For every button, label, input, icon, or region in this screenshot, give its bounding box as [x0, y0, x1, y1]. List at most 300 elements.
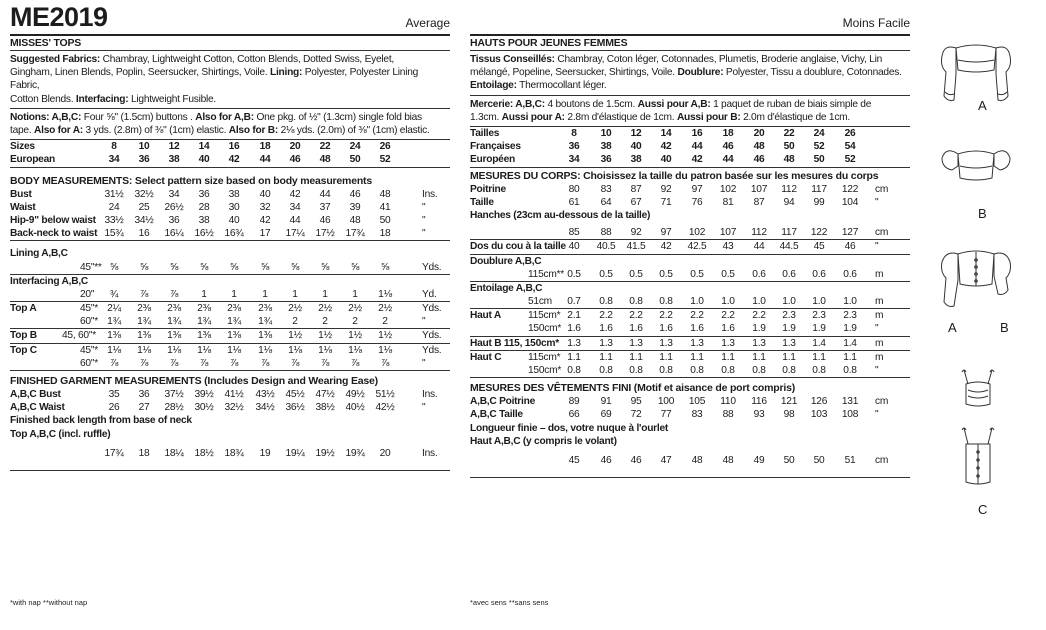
unit-label: m: [875, 296, 884, 308]
cell-value: 77: [660, 409, 672, 421]
cell-value: 20: [289, 141, 301, 153]
cell-value: 17¾: [104, 447, 124, 459]
cell-value: 16: [228, 141, 240, 153]
cell-value: 48: [349, 214, 361, 226]
cell-value: 51½: [375, 389, 395, 401]
cell-value: 1.1: [599, 351, 613, 363]
cell-value: 2½: [288, 303, 302, 315]
label-c: C: [978, 502, 988, 517]
body-row: [10, 201, 450, 214]
section-title-fr: HAUTS POUR JEUNES FEMMES: [470, 37, 628, 49]
unit-label: ": [875, 196, 879, 208]
cell-value: 1⅛: [378, 288, 392, 300]
yardage-row-fr: 0.8 0.8 0.8 0.8 0.8 0.8 0.8 0.8 0.8 0.8 " 150cm*: [528, 365, 879, 377]
yardage-row: ⅝ ⅝ ⅝ ⅝ ⅝ ⅝ ⅝ ⅝ ⅝ ⅝ Yds. 45"**: [80, 261, 442, 273]
unit-label: Ins.: [422, 389, 438, 401]
cell-value: 1½: [348, 330, 362, 342]
cell-value: 1⅛: [258, 344, 272, 356]
hanches-label: Hanches (23cm au-dessous de la taille): [470, 209, 651, 221]
yardage-row-fr: [470, 337, 910, 350]
unit-label: ": [875, 323, 879, 335]
cell-value: 37½: [164, 389, 184, 401]
cell-value: 2.3: [843, 310, 857, 322]
cell-value: 42: [289, 188, 301, 200]
yardage-row: ⅞ ⅞ ⅞ ⅞ ⅞ ⅞ ⅞ ⅞ ⅞ ⅞ " 60"*: [80, 357, 426, 369]
cell-value: 43: [722, 241, 734, 253]
row-label: A,B,C Poitrine: [470, 396, 535, 408]
hanches-values: [470, 226, 910, 239]
cell-value: 40: [228, 214, 240, 226]
cell-value: 1.1: [843, 351, 857, 363]
unit-label: ": [875, 365, 879, 377]
row-label: A,B,C Bust: [10, 389, 61, 401]
cell-value: 36: [600, 154, 612, 166]
footnote-fr: *avec sens **sans sens: [470, 598, 549, 607]
cell-value: 1⅛: [288, 344, 302, 356]
cell-value: 34: [108, 154, 120, 166]
top-ab-back-view-icon: [936, 240, 1016, 320]
cell-value: 95: [630, 396, 642, 408]
body-row: [10, 214, 450, 227]
cell-value: 1.6: [567, 323, 581, 335]
cell-value: 40: [259, 188, 271, 200]
cell-value: 2.3: [782, 310, 796, 322]
back-length-title-fr: Longueur finie – dos, votre nuque à l'ourlet: [470, 422, 669, 434]
cell-value: 50: [349, 154, 361, 166]
cell-value: ⅞: [229, 357, 239, 369]
yardage-group-label-fr: [470, 255, 910, 268]
back-length-label: Top A,B,C (incl. ruffle): [10, 428, 111, 440]
cell-value: 28½: [164, 402, 184, 414]
cell-value: 44: [753, 241, 765, 253]
cell-value: 19: [259, 447, 271, 459]
cell-value: 1.6: [721, 323, 735, 335]
yardage-table: [10, 247, 450, 371]
fabrics-block-fr: Tissus Conseillés: Chambray, Coton léger, Cotonnades, Plumetis, Broderie anglaise, Vichy, Lin mélangé, Popeline, Seersucker, Shirtings, Voile. Doublure: Polyester, Tissu a doublure, Cotonnades. Entoilage: Thermocollant léger.: [470, 54, 902, 92]
cell-value: 1¾: [167, 316, 181, 328]
cell-value: 32½: [134, 188, 154, 200]
cell-value: 83: [691, 409, 703, 421]
cell-value: 50: [813, 154, 825, 166]
cell-value: 1⅛: [318, 344, 332, 356]
cell-value: 98: [783, 409, 795, 421]
unit-label: Yd.: [422, 288, 437, 300]
cell-value: 40: [660, 154, 672, 166]
cell-value: 2: [292, 316, 298, 328]
fabrics-block: Suggested Fabrics: Chambray, Lightweight Cotton, Cotton Blends, Dotted Swiss, Eyelet, Gingham, Linen Blends, Poplin, Seersucker, Shirtings, Voile. Lining: Polyester, Polyester Lining Fabric, Cotton Blends. Interfacing: Lightweight Fusible.: [10, 54, 419, 105]
cell-value: 38: [600, 141, 612, 153]
cell-value: 2⅜: [227, 303, 241, 315]
cell-value: 32: [259, 201, 271, 213]
row-label: Waist: [10, 201, 36, 213]
cell-value: 1.9: [782, 323, 796, 335]
cell-value: 26: [108, 402, 120, 414]
cell-value: 15¾: [104, 228, 124, 240]
yardage-row: Top C 1⅛ 1⅛ 1⅛ 1⅛ 1⅛ 1⅛ 1⅛ 1⅛ 1⅛ 1⅛ Yds. 45"*: [10, 344, 442, 356]
notions-block: Notions: A,B,C: Four ⅝" (1.5cm) buttons . Also for A,B: One pkg. of ½" (1.3cm) single fold bias tape. Also for A: 3 yds. (2.8m) of ⅜" (1cm) elastic. Also for B: 2⅛ yds. (2.0m) of ⅜" (1cm) elastic.: [10, 111, 430, 137]
cell-value: 16½: [194, 228, 214, 240]
sizes-table-fr: [470, 127, 910, 167]
unit-label: m: [875, 310, 884, 322]
yardage-row-fr: 0.7 0.8 0.8 0.8 1.0 1.0 1.0 1.0 1.0 1.0 m 51cm: [528, 296, 884, 308]
cell-value: 38: [198, 214, 210, 226]
cell-value: 39½: [194, 389, 214, 401]
cell-value: 24: [349, 141, 361, 153]
cell-value: 18: [722, 128, 734, 140]
row-label: A,B,C Taille: [470, 409, 523, 421]
cell-value: 1: [322, 288, 328, 300]
cell-value: ⅞: [169, 357, 179, 369]
cell-value: 1⅛: [378, 344, 392, 356]
sizes-table: [10, 140, 450, 166]
cell-value: ⅝: [320, 261, 330, 273]
unit-label: Ins.: [422, 447, 438, 459]
cell-value: 44: [722, 154, 734, 166]
row-label: Hip-9" below waist: [10, 214, 96, 226]
cell-value: 10: [600, 128, 612, 140]
cell-value: ⅞: [139, 357, 149, 369]
unit-label: cm: [875, 454, 889, 466]
cell-value: 1¾: [137, 316, 151, 328]
cell-value: 93: [753, 409, 765, 421]
cell-value: 36: [138, 389, 150, 401]
cell-value: 71: [660, 196, 672, 208]
cell-value: 1.1: [721, 351, 735, 363]
cell-value: 1.1: [812, 351, 826, 363]
cell-value: 28: [198, 201, 210, 213]
cell-value: 40: [568, 241, 580, 253]
cell-value: 64: [600, 196, 612, 208]
cell-value: 39: [349, 201, 361, 213]
row-label: Dos du cou à la taille: [470, 241, 566, 253]
unit-label: Yds.: [422, 303, 442, 315]
unit-label: m: [875, 351, 884, 363]
cell-value: ⅞: [169, 288, 179, 300]
cell-value: 46: [600, 454, 612, 466]
cell-value: 1.9: [843, 323, 857, 335]
cell-value: 17: [259, 228, 271, 240]
cell-value: 1.3: [782, 337, 796, 349]
yardage-row-fr: 0.5 0.5 0.5 0.5 0.5 0.5 0.6 0.6 0.6 0.6 m 115cm**: [528, 268, 884, 280]
top-b-puff-sleeve-icon: [936, 138, 1016, 198]
cell-value: 1.0: [812, 296, 826, 308]
cell-value: 105: [688, 396, 706, 408]
cell-value: ⅞: [350, 357, 360, 369]
cell-value: 48: [691, 454, 703, 466]
cell-value: 54: [844, 141, 856, 153]
cell-value: 91: [600, 396, 612, 408]
cell-value: 80: [568, 183, 580, 195]
cell-value: 8: [111, 141, 117, 153]
yardage-row: ¾ ⅞ ⅞ 1 1 1 1 1 1 1⅛ Yd. 20": [80, 288, 437, 300]
cell-value: ⅝: [139, 261, 149, 273]
cell-value: 1⅛: [107, 344, 121, 356]
cell-value: 2½: [348, 303, 362, 315]
cell-value: 16: [138, 228, 150, 240]
cell-value: 30: [228, 201, 240, 213]
cell-value: 0.6: [782, 268, 796, 280]
cell-value: 88: [722, 409, 734, 421]
yardage-row: Top A 2¼ 2⅜ 2⅜ 2⅜ 2⅜ 2⅜ 2½ 2½ 2½ 2½ Yds. 45"*: [10, 303, 442, 315]
cell-value: 1⅛: [137, 344, 151, 356]
sizes-row-fr: [470, 127, 910, 140]
unit-label: cm: [875, 227, 889, 239]
cell-value: 46: [844, 241, 856, 253]
cell-value: 22: [783, 128, 795, 140]
cell-value: 19¼: [285, 447, 305, 459]
cell-value: 1⅛: [227, 344, 241, 356]
yardage-group-label: [10, 275, 450, 288]
unit-label: ": [875, 241, 879, 253]
finished-measurements-table-fr: [470, 395, 910, 421]
finished-row-fr: [470, 408, 910, 421]
cell-value: 34: [289, 201, 301, 213]
cell-value: 17½: [315, 228, 335, 240]
cell-value: 0.5: [659, 268, 673, 280]
hanches-row: [470, 226, 910, 240]
row-label: Top C: [10, 344, 37, 356]
row-label: Haut C: [470, 351, 502, 363]
cell-value: 46: [349, 188, 361, 200]
cell-value: 1⅛: [197, 344, 211, 356]
cell-value: 44: [259, 154, 271, 166]
cell-value: 122: [810, 227, 828, 239]
cell-value: 67: [630, 196, 642, 208]
cell-value: 44.5: [779, 241, 799, 253]
cell-value: 0.8: [721, 365, 735, 377]
cell-value: 100: [657, 396, 675, 408]
cell-value: 34: [568, 154, 580, 166]
cell-value: 1.1: [782, 351, 796, 363]
cell-value: 1.3: [721, 337, 735, 349]
cell-value: 2½: [378, 303, 392, 315]
cell-value: 1.6: [599, 323, 613, 335]
cell-value: 85: [568, 227, 580, 239]
cell-value: 0.8: [599, 365, 613, 377]
cell-value: 88: [600, 227, 612, 239]
back-length-row-fr: [470, 454, 910, 467]
cell-value: 35: [108, 389, 120, 401]
cell-value: 121: [780, 396, 798, 408]
label-a: A: [978, 98, 987, 113]
cell-value: ⅞: [290, 357, 300, 369]
label-b: B: [978, 206, 987, 221]
cell-value: 17¾: [345, 228, 365, 240]
body-measurements-table: [10, 188, 450, 241]
cell-value: 99: [813, 196, 825, 208]
cell-value: 1.3: [567, 337, 581, 349]
cell-value: 104: [841, 196, 859, 208]
cell-value: 2⅜: [258, 303, 272, 315]
cell-value: 2: [322, 316, 328, 328]
cell-value: 50: [379, 214, 391, 226]
cell-value: 2.3: [812, 310, 826, 322]
cell-value: ⅞: [199, 357, 209, 369]
cell-value: 97: [691, 183, 703, 195]
top-c-back-icon: [950, 424, 1006, 494]
cell-value: ⅝: [229, 261, 239, 273]
cell-value: 25: [138, 201, 150, 213]
cell-value: 0.8: [567, 365, 581, 377]
cell-value: 40.5: [596, 241, 616, 253]
cell-value: ⅝: [109, 261, 119, 273]
finished-measurements-title-fr: MESURES DES VÊTEMENTS FINI (Motif et aisance de port compris): [470, 382, 796, 395]
cell-value: 1.0: [782, 296, 796, 308]
cell-value: 1.6: [690, 323, 704, 335]
row-label: Interfacing A,B,C: [10, 275, 89, 287]
unit-label: ": [875, 409, 879, 421]
cell-value: 1¾: [197, 316, 211, 328]
row-label: European: [10, 154, 55, 166]
cell-value: 1.1: [659, 351, 673, 363]
cell-value: 36: [568, 141, 580, 153]
cell-value: 36½: [285, 402, 305, 414]
cell-value: 45: [813, 241, 825, 253]
cell-value: 126: [810, 396, 828, 408]
cell-value: 76: [691, 196, 703, 208]
cell-value: 34: [168, 188, 180, 200]
cell-value: 0.5: [629, 268, 643, 280]
cell-value: 83: [600, 183, 612, 195]
cell-value: 2.2: [599, 310, 613, 322]
cell-value: 1.4: [812, 337, 826, 349]
finished-measurements-table: [10, 388, 450, 414]
cell-value: 42: [259, 214, 271, 226]
cell-value: 48: [319, 154, 331, 166]
row-label: Doublure A,B,C: [470, 255, 542, 267]
yardage-row-fr: Haut A 2.1 2.2 2.2 2.2 2.2 2.2 2.2 2.3 2.3 2.3 m 115cm*: [470, 310, 884, 322]
cell-value: 52: [813, 141, 825, 153]
unit-label: ": [422, 228, 426, 240]
label-a-back: A: [948, 320, 957, 335]
cell-value: 1¾: [258, 316, 272, 328]
cell-value: 12: [630, 128, 642, 140]
cell-value: ⅞: [260, 357, 270, 369]
cell-value: 26: [379, 141, 391, 153]
back-length-values-fr: [470, 454, 910, 467]
cell-value: 42: [228, 154, 240, 166]
cell-value: 36: [138, 154, 150, 166]
cell-value: 102: [688, 227, 706, 239]
row-label: Lining A,B,C: [10, 248, 68, 260]
cell-value: 103: [810, 409, 828, 421]
european-row: [10, 153, 450, 166]
cell-value: 0.8: [599, 296, 613, 308]
cell-value: 1.6: [629, 323, 643, 335]
cell-value: 89: [568, 396, 580, 408]
cell-value: 0.5: [690, 268, 704, 280]
cell-value: 81: [722, 196, 734, 208]
cell-value: 1.3: [629, 337, 643, 349]
cell-value: 2½: [318, 303, 332, 315]
cell-value: 0.8: [629, 365, 643, 377]
cell-value: 112: [781, 183, 797, 195]
cell-value: 44: [319, 188, 331, 200]
cell-value: 41: [379, 201, 391, 213]
cell-value: 44: [691, 141, 703, 153]
cell-value: 42: [660, 241, 672, 253]
cell-value: 20: [753, 128, 765, 140]
cell-value: 47½: [315, 389, 335, 401]
cell-value: ¾: [109, 288, 119, 300]
cell-value: 2.2: [690, 310, 704, 322]
row-label: Haut B 115, 150cm*: [470, 337, 559, 349]
cell-value: 48: [783, 154, 795, 166]
cell-value: 24: [813, 128, 825, 140]
cell-value: 1⅜: [167, 330, 181, 342]
cell-value: 0.5: [567, 268, 581, 280]
cell-value: 1¾: [107, 316, 121, 328]
cell-value: 110: [720, 396, 736, 408]
cell-value: 33½: [104, 214, 124, 226]
cell-value: 1: [201, 288, 207, 300]
cell-value: 1⅜: [107, 330, 121, 342]
cell-value: 50: [813, 454, 825, 466]
cell-value: 37: [319, 201, 331, 213]
cell-value: 92: [630, 227, 642, 239]
cell-value: ⅞: [320, 357, 330, 369]
cell-value: 0.8: [843, 365, 857, 377]
cell-value: ⅝: [169, 261, 179, 273]
cell-value: 49: [753, 454, 765, 466]
row-label: Bust: [10, 188, 32, 200]
cell-value: 2: [352, 316, 358, 328]
unit-label: m: [875, 337, 884, 349]
cell-value: 48: [379, 188, 391, 200]
cell-value: 108: [841, 409, 859, 421]
section-title: MISSES' TOPS: [10, 37, 82, 49]
cell-value: 26½: [164, 201, 184, 213]
back-length-values: [10, 447, 450, 460]
cell-value: 12: [168, 141, 180, 153]
back-length-label-fr: Haut A,B,C (y compris le volant): [470, 435, 617, 447]
cell-value: 41½: [224, 389, 244, 401]
cell-value: 131: [841, 396, 859, 408]
yardage-row-fr: 1.6 1.6 1.6 1.6 1.6 1.6 1.9 1.9 1.9 1.9 " 150cm*: [528, 323, 879, 335]
cell-value: ⅝: [199, 261, 209, 273]
unit-label: ": [422, 201, 426, 213]
cell-value: 18½: [194, 447, 214, 459]
cell-value: 87: [630, 183, 642, 195]
body-row-fr: [470, 196, 910, 209]
cell-value: 19¾: [345, 447, 365, 459]
cell-value: 1.9: [752, 323, 766, 335]
cell-value: 27: [138, 402, 150, 414]
difficulty-level: Average: [405, 16, 450, 30]
yardage-row: Top B 1⅜ 1⅜ 1⅜ 1⅜ 1⅜ 1⅜ 1½ 1½ 1½ 1½ Yds. 45, 60"*: [10, 330, 442, 342]
sizes-row: [10, 140, 450, 153]
cell-value: 0.8: [690, 365, 704, 377]
back-length-title: Finished back length from base of neck: [10, 415, 192, 427]
cell-value: 19½: [315, 447, 335, 459]
yardage-table-fr: [470, 255, 910, 379]
cell-value: 112: [751, 227, 767, 239]
cell-value: 18¾: [224, 447, 244, 459]
cell-value: 72: [630, 409, 642, 421]
cell-value: 102: [719, 183, 737, 195]
cell-value: 24: [108, 201, 120, 213]
cell-value: 1.1: [752, 351, 766, 363]
unit-label: Yds.: [422, 330, 442, 342]
cell-value: 45½: [285, 389, 305, 401]
cell-value: 61: [568, 196, 580, 208]
cell-value: 34½: [134, 214, 154, 226]
cell-value: 38½: [315, 402, 335, 414]
dos-row-values: [470, 240, 910, 253]
unit-label: ": [422, 214, 426, 226]
yardage-row: 1¾ 1¾ 1¾ 1¾ 1¾ 1¾ 2 2 2 2 " 60"*: [80, 316, 426, 328]
cell-value: 42½: [375, 402, 395, 414]
